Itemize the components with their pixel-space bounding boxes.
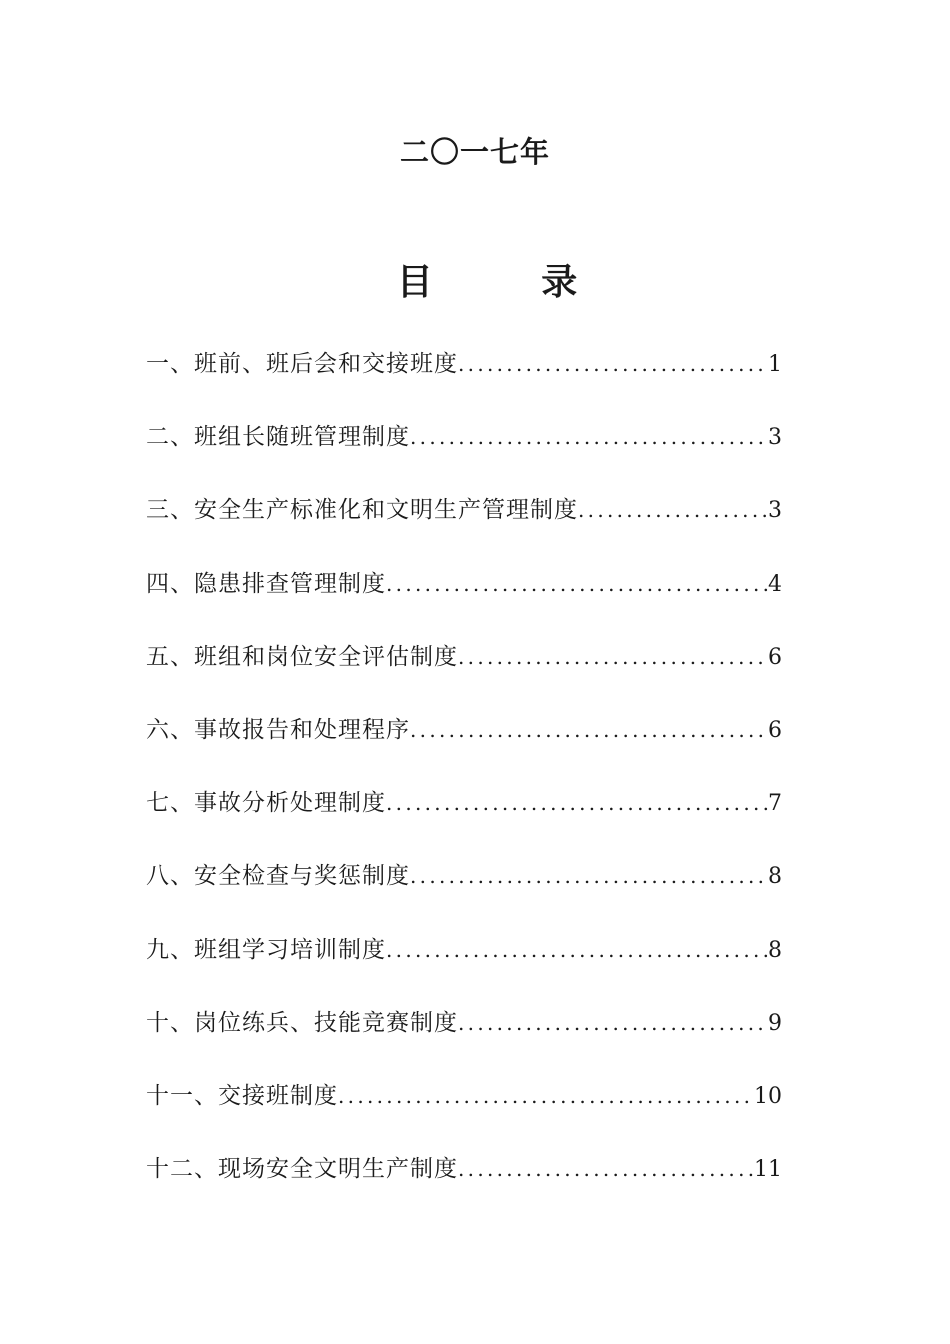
toc-entry[interactable]: [146, 1002, 782, 1075]
toc-entry-page: 9: [768, 1010, 782, 1036]
toc-entry-page: 8: [768, 864, 782, 890]
toc-entry[interactable]: [146, 855, 782, 928]
toc-entry[interactable]: [146, 563, 782, 636]
toc-entry-label: 七、事故分析处理制度: [146, 790, 386, 817]
toc-entry-label: 二、班组长随班管理制度: [146, 424, 410, 451]
toc-entry-page: 10: [754, 1083, 782, 1109]
toc-dot-leader: [386, 563, 768, 605]
toc-entry-label: 九、班组学习培训制度: [146, 936, 386, 963]
toc-entry-page: 8: [768, 937, 782, 963]
toc-title: 目 录: [396, 262, 578, 303]
toc-entry-label: 四、隐患排查管理制度: [146, 570, 386, 597]
toc-entry-page: 6: [768, 717, 782, 743]
toc-entry[interactable]: [146, 1148, 782, 1221]
toc-entry[interactable]: [146, 343, 782, 416]
toc-dot-leader: [458, 1148, 754, 1190]
toc-dot-leader: [458, 343, 768, 385]
toc-entry[interactable]: [146, 489, 782, 562]
toc-entry-page: 3: [768, 498, 782, 524]
toc-dot-leader: [386, 782, 768, 824]
toc-dot-leader: [458, 636, 768, 678]
toc-dot-leader: [410, 709, 768, 751]
toc-entry[interactable]: [146, 416, 782, 489]
toc-entry-label: 五、班组和岗位安全评估制度: [146, 643, 458, 670]
toc-entry-label: 十一、交接班制度: [146, 1082, 338, 1109]
toc-entry-label: 六、事故报告和处理程序: [146, 716, 410, 743]
toc-entry[interactable]: [146, 782, 782, 855]
toc-entry-page: 1: [768, 352, 782, 377]
toc-entry[interactable]: [146, 709, 782, 782]
toc-entry-label: 一、班前、班后会和交接班度: [146, 351, 458, 377]
table-of-contents: [146, 343, 782, 1221]
toc-entry-page: 7: [768, 791, 782, 817]
toc-entry[interactable]: [146, 636, 782, 709]
toc-entry-page: 4: [768, 571, 782, 597]
toc-entry[interactable]: [146, 929, 782, 1002]
toc-dot-leader: [410, 416, 768, 458]
toc-entry-page: 3: [768, 425, 782, 451]
toc-entry-label: 十、岗位练兵、技能竞赛制度: [146, 1009, 458, 1036]
toc-entry[interactable]: [146, 1075, 782, 1148]
toc-entry-page: 6: [768, 644, 782, 670]
toc-dot-leader: [386, 929, 768, 971]
toc-entry-label: 十二、现场安全文明生产制度: [146, 1156, 458, 1183]
toc-dot-leader: [578, 489, 768, 531]
toc-dot-leader: [410, 855, 768, 897]
toc-entry-page: 11: [754, 1157, 782, 1183]
document-year: 二〇一七年: [399, 135, 550, 169]
toc-entry-label: 八、安全检查与奖惩制度: [146, 863, 410, 890]
toc-dot-leader: [338, 1075, 754, 1117]
toc-dot-leader: [458, 1002, 768, 1044]
toc-entry-label: 三、安全生产标准化和文明生产管理制度: [146, 497, 578, 524]
